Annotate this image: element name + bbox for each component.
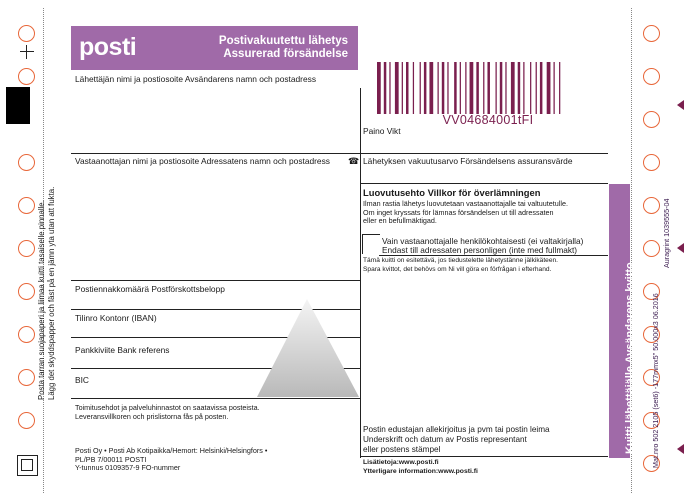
- delivery-text-line: Ilman rastia lähetys luovutetaan vastaanottajalle tai valtuutetulle.: [363, 199, 568, 208]
- more-info-line: Lisätietoja:www.posti.fi: [363, 459, 439, 466]
- insurance-label: Lähetyksen vakuutusarvo Försändelsens assuransvärde: [363, 156, 573, 166]
- recipient-label: Vastaanottajan nimi ja postiosoite Adressatens namn och postadress: [75, 156, 330, 166]
- barcode-bar: [530, 62, 531, 114]
- barcode-bar: [402, 62, 403, 114]
- terms-line: Leveransvillkoren och prislistorna fås på posten.: [75, 411, 229, 421]
- header-band: [71, 26, 358, 70]
- perforation-hole: [18, 326, 35, 343]
- receipt-note-line: Tämä kuitti on esitettävä, jos tiedustelette lähetystänne jälkikäteen.: [363, 257, 558, 264]
- watermark-triangle: [255, 295, 360, 400]
- barcode-bar: [465, 62, 466, 114]
- barcode-bar: [511, 62, 515, 114]
- bank-reference-field[interactable]: [73, 356, 357, 367]
- cod-amount-field[interactable]: [73, 295, 357, 307]
- column-divider: [360, 88, 361, 458]
- perforation-hole: [643, 240, 660, 257]
- barcode-bar: [429, 62, 433, 114]
- barcode-bar: [536, 62, 537, 114]
- signature-line: Postin edustajan allekirjoitus ja pvm tai postin leima: [363, 425, 550, 434]
- receipt-note: [363, 257, 558, 274]
- barcode-bar: [389, 62, 390, 114]
- perforation-hole: [643, 25, 660, 42]
- insurance-value-field[interactable]: [362, 167, 606, 181]
- company-info: [75, 447, 267, 473]
- perforation-hole: [643, 68, 660, 85]
- weight-label: Paino Vikt: [363, 126, 401, 136]
- edge-marker-icon: [677, 100, 684, 110]
- barcode-bar: [518, 62, 521, 114]
- company-line: Posti Oy • Posti Ab Kotipaikka/Hemort: Helsinki/Helsingfors •: [75, 446, 268, 455]
- barcode-bar: [413, 62, 414, 114]
- row-divider: [360, 183, 608, 184]
- perforation-hole: [643, 111, 660, 128]
- personal-delivery-option[interactable]: [379, 234, 608, 256]
- barcode-bar: [438, 62, 439, 114]
- black-registration-mark: [6, 87, 30, 124]
- side-instructions: [37, 187, 56, 400]
- edge-marker-icon: [677, 243, 684, 253]
- barcode-bar: [377, 62, 381, 114]
- barcode-bar: [460, 62, 461, 114]
- header-title: [219, 35, 348, 61]
- option-line-sv: Endast till adressaten personligen (inte med fullmakt): [382, 245, 578, 255]
- barcode-bar: [540, 62, 543, 114]
- more-info-line: Ytterligare information:www.posti.fi: [363, 467, 478, 475]
- row-divider: [71, 280, 360, 281]
- cod-amount-label: Postiennakkomäärä Postförskottsbelopp: [75, 284, 225, 294]
- barcode-bar: [483, 62, 484, 114]
- perforation-hole: [18, 240, 35, 257]
- barcode-bar: [496, 62, 497, 114]
- signature-line: Underskrift och datum av Postis representant: [363, 435, 527, 444]
- personal-delivery-checkbox[interactable]: [362, 234, 380, 254]
- perforation-hole: [18, 369, 35, 386]
- perforation-hole: [643, 197, 660, 214]
- perforation-hole: [18, 25, 35, 42]
- barcode-bar: [454, 62, 457, 114]
- telephone-icon: ☎: [348, 156, 360, 166]
- delivery-heading: Luovutusehto Villkor för överlämningen: [363, 187, 541, 198]
- delivery-text: [363, 200, 568, 226]
- barcode-bar: [420, 62, 421, 114]
- perforation-hole: [18, 68, 35, 85]
- perforation-hole: [18, 154, 35, 171]
- delivery-text-line: eller en befullmäktigad.: [363, 216, 437, 226]
- barcode: [377, 62, 599, 114]
- crosshair-mark: [20, 45, 34, 59]
- option-line-fi: Vain vastaanottajalle henkilökohtaisesti (ei valtakirjalla): [382, 236, 584, 246]
- barcode-bar: [384, 62, 387, 114]
- signature-line: eller postens stämpel: [363, 445, 441, 454]
- perforation-hole: [18, 412, 35, 429]
- print-code: Auragrint 1039555-04: [662, 198, 671, 268]
- row-divider: [360, 456, 608, 457]
- company-line: PL/PB 7/00011 POSTI: [75, 454, 147, 464]
- perforation-hole: [18, 283, 35, 300]
- barcode-bar: [470, 62, 474, 114]
- barcode-bar: [554, 62, 555, 114]
- title-sv: Assurerad försändelse: [223, 48, 348, 60]
- barcode-bar: [424, 62, 427, 114]
- barcode-bar: [476, 62, 479, 114]
- corner-checkbox[interactable]: [17, 455, 38, 476]
- form-code: Mat.nro 502 2105 (set6) -177mmx5" 50.000x3 06.2016: [651, 293, 660, 468]
- barcode-bar: [523, 62, 524, 114]
- account-number-field[interactable]: [73, 324, 357, 336]
- row-divider: [71, 153, 608, 154]
- sender-field[interactable]: [73, 88, 357, 150]
- barcode-bar: [447, 62, 448, 114]
- signature-label: [363, 425, 550, 455]
- receipt-note-line: Spara kvittot, det behövs om Ni vill göra en förfrågan i efterhand.: [363, 265, 552, 273]
- barcode-bar: [487, 62, 490, 114]
- side-instructions-line: Lägg det skyddspapper och fäst på en jämn yta utan att fukta.: [46, 186, 56, 400]
- barcode-bar: [395, 62, 399, 114]
- edge-marker-icon: [677, 444, 684, 454]
- sender-label: Lähettäjän nimi ja postiosoite Avsändarens namn och postadress: [75, 74, 317, 84]
- side-instructions-line: Posta tarran suojapaperi ja liimaa kuitti tasaiselle pinnalle.: [37, 200, 46, 400]
- terms-text: [75, 404, 260, 421]
- bank-reference-label: Pankkiviite Bank referens: [75, 345, 170, 355]
- barcode-bar: [505, 62, 506, 114]
- receipt-label: Kuitti lähettäjälle Avsändarens kvitto: [624, 262, 636, 454]
- barcode-bar: [500, 62, 503, 114]
- title-fi: Postivakuutettu lähetys: [218, 35, 348, 47]
- perforation-hole: [643, 154, 660, 171]
- bic-label: BIC: [75, 375, 89, 385]
- delivery-text-line: Om inget kryssats för lämnas försändelsen ut till adressaten: [363, 207, 554, 217]
- posti-logo: posti: [79, 33, 137, 61]
- barcode-bar: [406, 62, 409, 114]
- more-info: [363, 459, 478, 476]
- barcode-number: VV04684001tFI: [442, 113, 534, 127]
- terms-line: Toimitusehdot ja palveluhinnastot on saatavissa posteista.: [75, 403, 260, 412]
- perforation-hole: [18, 197, 35, 214]
- barcode-bar: [547, 62, 551, 114]
- barcode-bar: [559, 62, 560, 114]
- account-number-label: Tilinro Kontonr (IBAN): [75, 313, 157, 323]
- barcode-bar: [442, 62, 445, 114]
- bic-field[interactable]: [73, 386, 357, 397]
- recipient-field[interactable]: [73, 168, 357, 278]
- company-line: Y-tunnus 0109357-9 FO-nummer: [75, 463, 181, 473]
